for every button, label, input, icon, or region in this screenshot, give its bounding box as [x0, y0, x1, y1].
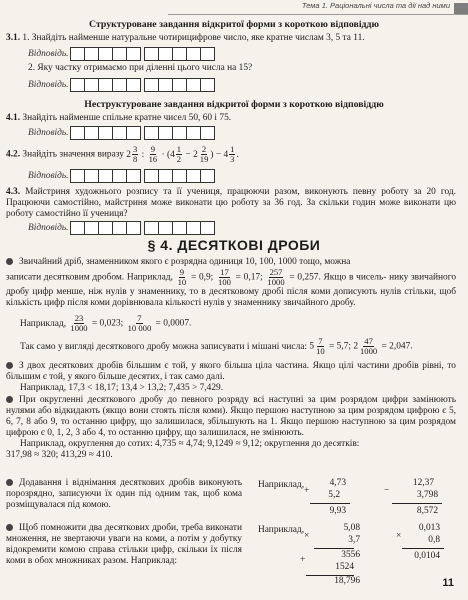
addition-column: + 4,73 5,2 9,93	[300, 478, 360, 524]
bullet-icon	[6, 396, 13, 403]
answer-boxes[interactable]	[71, 126, 141, 140]
answer-label: Відповідь.	[28, 171, 69, 182]
bullet-icon	[6, 479, 13, 486]
paragraph-addition: Додавання і віднімання десяткових дробів виконують порозрядно, записуючи їх один під одним так, щоб кома розміщувалася під комою.	[6, 478, 242, 511]
task-number: 4.1.	[6, 113, 21, 123]
bullet-icon	[6, 362, 13, 369]
task-4-3	[6, 187, 456, 220]
task-3-1-part2: 2. Яку частку отримаємо при діленні цього числа на 15?	[28, 63, 253, 73]
answer-boxes[interactable]	[71, 221, 141, 235]
plus-sign: +	[304, 486, 310, 496]
answer-row-3-1	[28, 47, 215, 61]
paragraph-comparison: З двох десяткових дробів більшим є той, у якого більша ціла частина. Якщо цілі частини дробів рівні, то більшим є той, у якого більше десятих, і так само далі. Наприклад, 17,3 < 18,17; 13,4 > 13,2; 7,435 > 7,429.	[6, 361, 456, 394]
multiplication-column-1: × 5,08 3,7 + 3556 1524 18,796	[300, 523, 360, 586]
answer-label: Відповідь.	[28, 49, 69, 60]
answer-boxes[interactable]	[145, 78, 215, 92]
task-text: Знайдіть найменше спільне кратне чисел 50, 60 і 75.	[22, 113, 232, 123]
answer-boxes[interactable]	[145, 169, 215, 183]
chapter-title: § 4. ДЕСЯТКОВІ ДРОБИ	[147, 237, 321, 253]
task-text: Знайдіть значення виразу	[22, 149, 124, 160]
expression: 2 $\frac{3}{8}$ : $\frac{9}{16}$ · (4 $\frac{1}{2}$ − 2 $\frac{2}{19}$ ) − 4 $\frac{1}{3}$ .	[126, 144, 239, 165]
paragraph-rounding: При округленні десяткового дробу до певного розряду всі наступні за цим розрядом цифри замінюють нулями або відкидають (якщо вони стоять після коми). Якщо першою наступною за цим розрядом цифрою є 5, 6, 7, 8 або 9, то останню цифру, що залишилася, збільшують на 1. Якщо першою наступною за цим розрядом цифрою є 0, 1, 2, 3 або 4, то останню цифру, що залишилася, не змінюють. Наприклад, округлення до сотих: 4,735 ≈ 4,74; 9,1249 ≈ 9,12; округлення до десятків: 317,98 ≈ 320; 413,29 ≈ 410.	[6, 395, 456, 461]
section-title-structured: Структуроване завдання відкритої форми з короткою відповіддю	[89, 19, 379, 30]
answer-boxes[interactable]	[145, 126, 215, 140]
times-sign: ×	[304, 531, 310, 541]
plus-sign: +	[300, 555, 306, 565]
answer-label: Відповідь.	[28, 80, 69, 91]
answer-label: Відповідь.	[28, 128, 69, 139]
answer-boxes[interactable]	[71, 169, 141, 183]
task-4-1	[6, 113, 456, 124]
answer-row-4-2	[28, 169, 215, 183]
task-text: Майстриня художнього розпису та її учениця, працюючи разом, виконують певну роботу за 20 год. Працюючи самостійно, майстриня може виконати цю роботу за 36 год. За скільки годин може виконати цю роботу самостійно її учениця?	[6, 187, 456, 220]
task-3-1	[6, 33, 456, 44]
minus-sign: −	[384, 486, 390, 496]
header-text: Тема 1. Раціональні числа та дії над ними	[301, 1, 450, 10]
task-number: 3.1.	[6, 33, 21, 43]
page-number: 11	[442, 577, 454, 590]
multiplication-column-2: × 0,013 0,8 0,0104	[384, 523, 454, 569]
task-text: 1. Знайдіть найменше натуральне чотирицифрове число, яке кратне числам 3, 5 та 11.	[22, 33, 365, 43]
section-title-unstructured: Неструктуроване завдання відкритої форми з короткою відповіддю	[84, 99, 384, 110]
paragraph-multiplication: Щоб помножити два десяткових дроби, треба виконати множення, не звертаючи уваги на коми, а потім у добутку відокремити комою справа стільки цифр, скільки їх після коми в обох множниках разом. Наприклад:	[6, 523, 242, 567]
answer-boxes[interactable]	[145, 47, 215, 61]
answer-row-4-1	[28, 126, 215, 140]
subtraction-column: − 12,37 3,798 8,572	[384, 478, 454, 524]
bullet-icon	[6, 258, 13, 265]
paragraph-decimal-intro: Звичайний дріб, знаменником якого є розрядна одиниця 10, 100, 1000 тощо, можна записати десятковим дробом. Наприклад, $\frac{9}{10}$ = 0,9; $\frac{17}{100}$ = 0,17; $\frac{257}{1000}$ = 0,257. Якщо в чисель- нику звичайного дробу цифр менше, ніж нулів у знаменнику, то в десятковому дробі після коми дописують нулів стільки, щоб кількість цифр після коми дорівнювала кількості нулів у знаменнику звичайного дробу.	[6, 257, 457, 309]
multiplication-example-label: Наприклад,	[258, 525, 305, 535]
answer-row-3-1-part2	[28, 78, 215, 92]
paragraph-example-1: Наприклад, $\frac{23}{1000}$ = 0,023; $\frac{7}{10 000}$ = 0,0007.	[20, 313, 192, 334]
paragraph-mixed-numbers: Так само у вигляді десяткового дробу можна записувати і мішані числа: 5 $\frac{7}{10}$ = 5,7; 2 $\frac{47}{1000}$ = 2,047.	[20, 336, 413, 357]
addition-example-label: Наприклад,	[258, 480, 305, 490]
answer-boxes[interactable]	[71, 78, 141, 92]
task-4-2	[6, 145, 456, 164]
page-header	[168, 2, 468, 15]
header-tab-marker	[454, 3, 468, 14]
answer-row-4-3	[28, 221, 215, 235]
task-number: 4.2.	[6, 149, 21, 160]
times-sign: ×	[396, 531, 402, 541]
task-number: 4.3.	[6, 187, 21, 197]
bullet-icon	[6, 524, 13, 531]
answer-boxes[interactable]	[145, 221, 215, 235]
answer-label: Відповідь.	[28, 223, 69, 234]
answer-boxes[interactable]	[71, 47, 141, 61]
